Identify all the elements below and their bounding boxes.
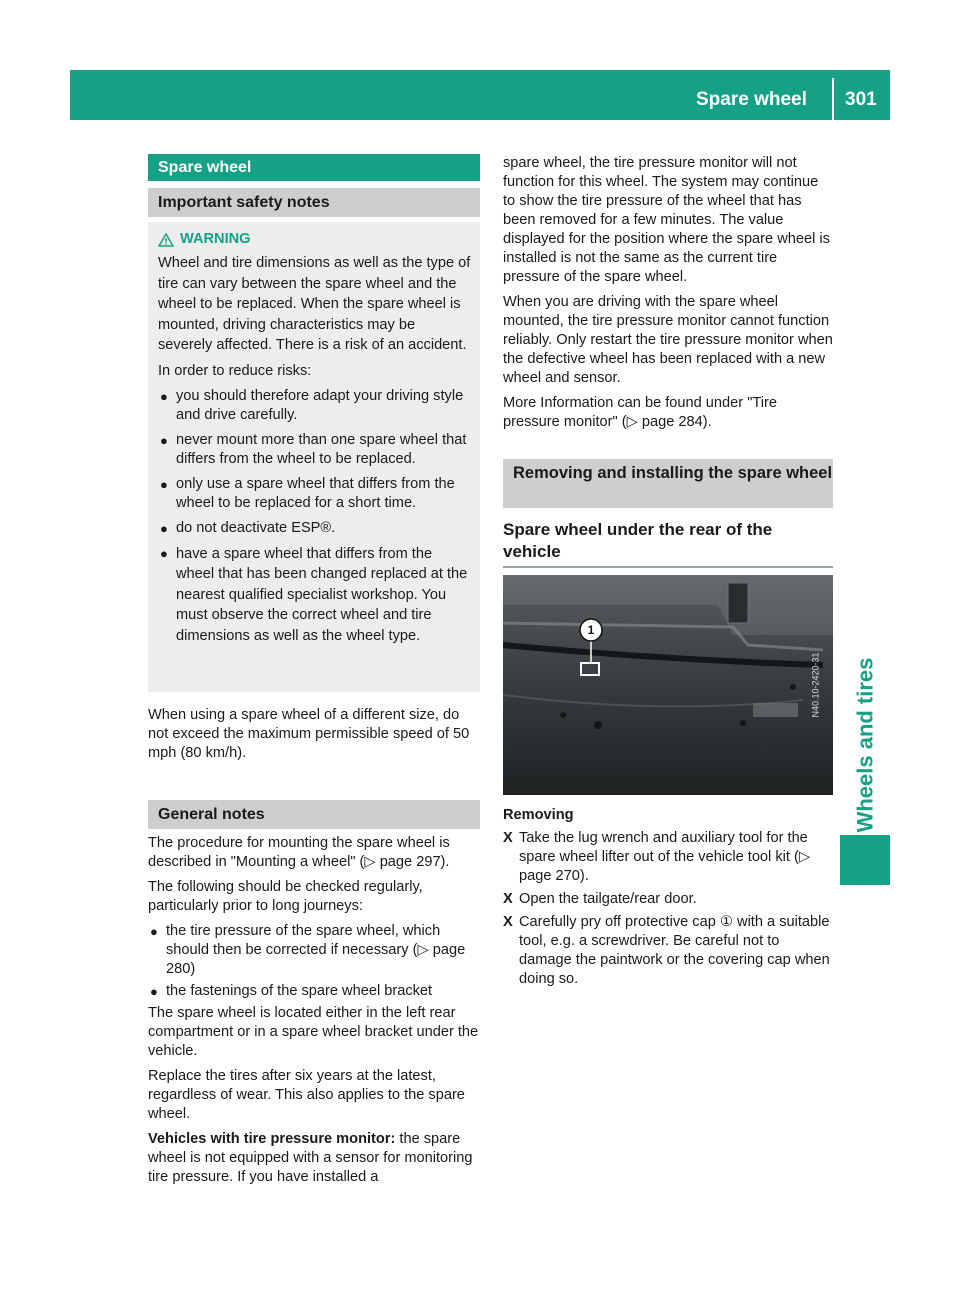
- general-notes-body: [148, 834, 480, 1193]
- monitor-paragraph: Vehicles with tire pressure monitor: the spare wheel is not equipped with a sensor for monitoring tire pressure. If you have installed a: [148, 1131, 473, 1185]
- sub-heading-under-rear: Spare wheel under the rear of the vehicle: [503, 520, 773, 561]
- general-paragraph: The following should be checked regularly, particularly prior to long journeys:: [148, 879, 423, 914]
- list-item: ● only use a spare wheel that differs from the wheel to be replaced for a short time.: [160, 475, 455, 511]
- step-arrow-icon: X: [503, 830, 513, 846]
- vehicle-rear-photo: [503, 575, 833, 795]
- list-item: ● do not deactivate ESP®.: [160, 519, 336, 536]
- bullet-icon: ●: [160, 432, 168, 448]
- speed-note: When using a spare wheel of a different size, do not exceed the maximum permissible speed of 50 mph (80 km/h).: [148, 707, 470, 761]
- page-number: 301: [845, 89, 877, 110]
- location-paragraph: The spare wheel is located either in the left rear compartment or in a spare wheel bracket under the vehicle.: [148, 1005, 479, 1059]
- bullet-icon: ●: [160, 545, 168, 561]
- chapter-tab-label: Wheels and tires: [852, 657, 878, 833]
- heading-rule: [503, 566, 833, 568]
- general-paragraph: The procedure for mounting the spare wheel is described in "Mounting a wheel" (▷ page 297).: [148, 835, 450, 870]
- subsection-heading-general: General notes: [148, 800, 480, 829]
- step-item: X Carefully pry off protective cap ① with a suitable tool, e.g. a screwdriver. Be careful not to damage the paintwork or the covering cap when doing so.: [503, 914, 830, 987]
- step-item: X Open the tailgate/rear door.: [503, 891, 697, 907]
- right-column-body: [503, 154, 833, 438]
- warning-box: [148, 222, 480, 692]
- bullet-icon: ●: [150, 984, 158, 999]
- warning-intro: Wheel and tire dimensions as well as the type of tire can vary between the spare wheel and the wheel to be replaced. When the spare wheel is mounted, driving characteristics may be severely affected. There is a risk of an accident.: [158, 255, 471, 353]
- subsection-heading-safety: Important safety notes: [148, 188, 480, 217]
- warning-heading: [158, 230, 472, 249]
- bullet-icon: ●: [160, 476, 168, 492]
- vehicle-rear-illustration: [503, 575, 833, 795]
- list-item: ● never mount more than one spare wheel that differs from the wheel to be replaced.: [160, 431, 467, 467]
- list-item: ● you should therefore adapt your driving style and drive carefully.: [160, 387, 464, 423]
- warning-reduce: In order to reduce risks:: [158, 362, 312, 379]
- removing-steps: [503, 806, 833, 993]
- list-item: ● the fastenings of the spare wheel bracket: [150, 983, 433, 999]
- warning-label: WARNING: [180, 231, 251, 247]
- step-item: X Take the lug wrench and auxiliary tool for the spare wheel lifter out of the vehicle tool kit (▷ page 270).: [503, 830, 811, 884]
- section-heading-spare-wheel: Spare wheel: [148, 154, 480, 181]
- bullet-icon: ●: [160, 520, 168, 536]
- continued-paragraph: More Information can be found under "Tire pressure monitor" (▷ page 284).: [503, 395, 777, 430]
- step-arrow-icon: X: [503, 891, 513, 907]
- page-section-title: Spare wheel: [696, 89, 807, 110]
- chapter-tab-marker: [840, 835, 890, 885]
- list-item: ● have a spare wheel that differs from the wheel that has been changed replaced at the nearest qualified specialist workshop. You must observe the correct wheel and tire dimensions as well as the wheel type.: [160, 545, 468, 644]
- continued-paragraph: When you are driving with the spare wheel mounted, the tire pressure monitor cannot function reliably. Only restart the tire pressure monitor when the defective wheel has been replaced with a new wheel and sensor.: [503, 294, 833, 386]
- warning-triangle-icon: [158, 233, 174, 247]
- bullet-icon: ●: [160, 388, 168, 404]
- list-item: ● the tire pressure of the spare wheel, which should then be corrected if necessary (▷ page 280): [150, 923, 466, 977]
- replace-paragraph: Replace the tires after six years at the latest, regardless of wear. This also applies to the spare wheel.: [148, 1068, 465, 1122]
- bullet-icon: ●: [150, 924, 158, 939]
- photo-callout-number: 1: [587, 623, 595, 637]
- photo-code: N40.10-2420-31: [810, 652, 821, 718]
- step-arrow-icon: X: [503, 914, 513, 930]
- subsection-heading-removing: Removing and installing the spare wheel: [503, 459, 833, 508]
- continued-paragraph: spare wheel, the tire pressure monitor will not function for this wheel. The system may continue to show the tire pressure of the wheel that has been removed for a few minutes. The value displayed for the position where the spare wheel is installed is not the same as the current tire pressure of the spare wheel.: [503, 155, 830, 285]
- header-divider: [832, 78, 834, 120]
- removing-label: Removing: [503, 807, 574, 823]
